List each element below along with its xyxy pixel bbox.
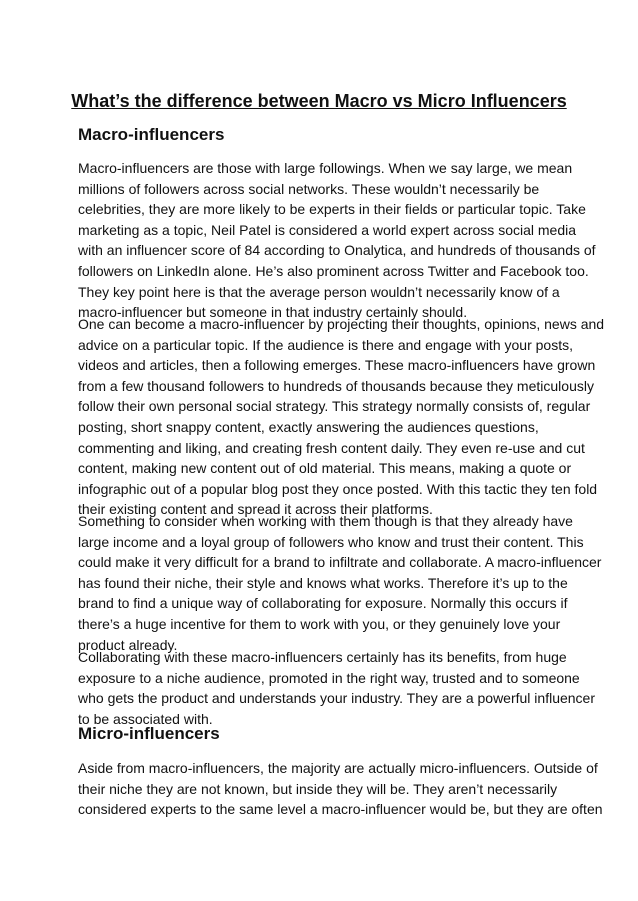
text-line: millions of followers across social networks. These wouldn’t necessarily be <box>78 180 540 197</box>
section-heading-micro: Micro-influencers <box>78 724 220 743</box>
text-line: large income and a loyal group of followers who know and trust their content. This <box>78 533 584 550</box>
text-line: exposure to a niche audience, promoted in the right way, trusted and to someone <box>78 669 580 686</box>
paragraph <box>78 158 596 323</box>
paragraph <box>78 758 603 820</box>
text-line: Macro-influencers are those with large followings. When we say large, we mean <box>78 160 573 176</box>
text-line: product already. <box>78 636 178 653</box>
text-line: macro-influencer but someone in that industry certainly should. <box>78 304 468 321</box>
text-line: their existing content and spread it across their platforms. <box>78 501 433 518</box>
text-line: with an influencer score of 84 according to Onalytica, and hundreds of thousands of <box>78 242 596 259</box>
text-line: considered experts to the same level a macro-influencer would be, but they are often <box>78 801 603 818</box>
text-line: Aside from macro-influencers, the majority are actually micro-influencers. Outside of <box>78 760 598 776</box>
text-line: celebrities, they are more likely to be experts in their fields or particular topic. Take <box>78 201 586 218</box>
text-line: videos and articles, then a following emerges. These macro-influencers have grown <box>78 357 596 374</box>
text-line: follow their own personal social strategy. This strategy normally consists of, regular <box>78 398 591 415</box>
paragraph <box>78 647 596 729</box>
text-line: infographic out of a popular blog post they once posted. With this tactic they ten fold <box>78 480 598 497</box>
text-line: commenting and liking, and creating fresh content daily. They even re-use and cut <box>78 439 585 456</box>
text-line: posting, short snappy content, exactly answering the audiences questions, <box>78 418 539 435</box>
text-line: marketing as a topic, Neil Patel is considered a world expert across social media <box>78 221 577 238</box>
text-line: to be associated with. <box>78 710 213 727</box>
text-line: They key point here is that the average person wouldn’t necessarily know of a <box>78 283 560 300</box>
text-line: has found their niche, their style and knows what works. Therefore it’s up to the <box>78 574 568 591</box>
document-title: What’s the difference between Macro vs Micro Influencers <box>71 91 567 111</box>
text-line: their niche they are not known, but inside they will be. They aren’t necessarily <box>78 780 558 797</box>
text-line: from a few thousand followers to hundreds of thousands because they meticulously <box>78 377 594 394</box>
text-line: brand to find a unique way of collaborating for exposure. Normally this occurs if <box>78 595 568 612</box>
text-line: could make it very difficult for a brand to infiltrate and collaborate. A macro-influencer <box>78 554 602 571</box>
text-line: One can become a macro-influencer by projecting their thoughts, opinions, news and <box>78 316 605 332</box>
text-line: content, making new content out of old material. This means, making a quote or <box>78 460 572 477</box>
text-line: there’s a huge incentive for them to work with you, or they genuinely love your <box>78 615 561 632</box>
paragraph <box>78 511 602 655</box>
section-heading-macro: Macro-influencers <box>78 125 225 144</box>
text-line: Collaborating with these macro-influencers certainly has its benefits, from huge <box>78 649 567 665</box>
text-line: Something to consider when working with them though is that they already have <box>78 513 573 529</box>
paragraph <box>78 314 605 520</box>
text-line: who gets the product and understands your industry. They are a powerful influencer <box>78 690 596 707</box>
text-line: followers on LinkedIn alone. He’s also prominent across Twitter and Facebook too. <box>78 262 589 279</box>
text-line: advice on a particular topic. If the audience is there and engage with your posts, <box>78 336 573 353</box>
